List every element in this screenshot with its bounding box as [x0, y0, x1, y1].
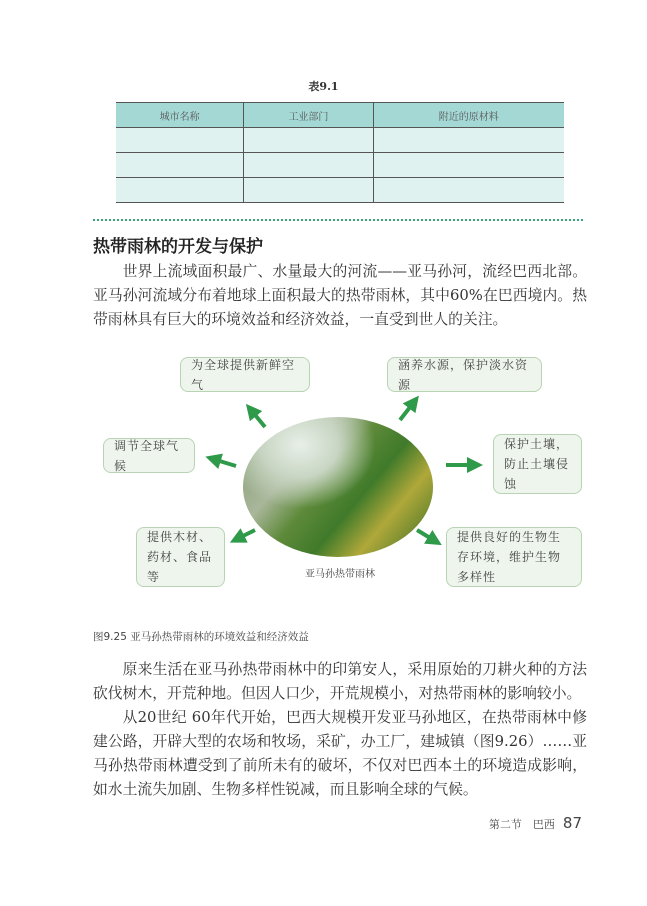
benefit-climate: 调节全球气候 [103, 438, 195, 473]
benefit-fresh-air: 为全球提供新鲜空气 [180, 357, 310, 392]
paragraph-indigenous: 原来生活在亚马孙热带雨林中的印第安人，采用原始的刀耕火种的方法砍伐树木，开荒种地。但因人口少，开荒规模小，对热带雨林的影响较小。 [93, 661, 587, 702]
page-footer [489, 814, 582, 832]
header-industry: 工业部门 [244, 103, 373, 128]
page-number: 87 [562, 814, 582, 832]
arrow-icon [251, 410, 265, 427]
paragraph-development: 从20世纪 60年代开始，巴西大规模开发亚马孙地区，在热带雨林中修建公路，开辟大型的农场和牧场，采矿，办工厂，建城镇（图9.26）……亚马孙热带雨林遭受到了前所未有的破坏，不仅对巴西本土的环境造成影响，如水土流失加剧、生物多样性锐减，而且影响全球的气候。 [93, 709, 587, 798]
footer-section: 第二节 巴西 [488, 818, 555, 831]
header-city: 城市名称 [116, 103, 244, 128]
header-materials: 附近的原材料 [373, 103, 564, 128]
benefit-biodiversity: 提供良好的生物生存环境，维护生物多样性 [446, 527, 582, 587]
photo-caption: 亚马孙热带雨林 [305, 569, 375, 580]
arrow-icon [213, 459, 236, 466]
arrow-icon [417, 530, 435, 541]
table-caption: 表9.1 [308, 80, 339, 93]
benefit-water: 涵养水源，保护淡水资源 [387, 357, 542, 392]
arrow-icon [237, 530, 255, 539]
rainforest-photo [243, 417, 433, 557]
section-heading: 热带雨林的开发与保护 [93, 237, 263, 257]
figure-caption: 图9.25 亚马孙热带雨林的环境效益和经济效益 [93, 631, 309, 643]
paragraph-intro: 世界上流域面积最广、水量最大的河流——亚马孙河，流经巴西北部。亚马孙河流域分布着地球上面积最大的热带雨林，其中60%在巴西境内。热带雨林具有巨大的环境效益和经济效益，一直受到世人的关注。 [93, 263, 587, 328]
benefit-soil: 保护土壤，防止土壤侵蚀 [493, 434, 582, 494]
arrow-icon [400, 402, 414, 420]
benefit-resources: 提供木材、药材、食品等 [136, 527, 225, 587]
